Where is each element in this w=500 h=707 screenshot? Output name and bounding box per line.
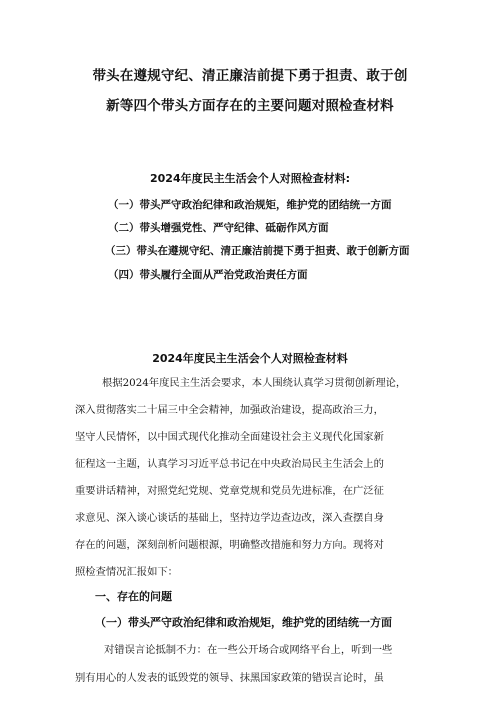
detail-line-2: 别有用心的人发表的诋毁党的领导、抹黑国家政策的错误言论时，虽 (75, 672, 384, 684)
intro-line-5: 重要讲话精神，对照党纪党规、党章党规和党员先进标准，在广泛征 (75, 485, 384, 497)
toc-item-1: （一）带头严守政治纪律和政治规矩，维护党的团结统一方面 (108, 199, 392, 211)
subsection-heading: （一）带头严守政治纪律和政治规矩，维护党的团结统一方面 (95, 616, 392, 629)
document-title-line-2: 新等四个带头方面存在的主要问题对照检查材料 (106, 98, 394, 114)
body-heading: 2024年度民主生活会个人对照检查材料 (152, 352, 348, 365)
intro-line-2: 深入贯彻落实二十届三中全会精神，加强政治建设，提高政治三力， (75, 404, 384, 416)
toc-item-4: （四）带头履行全面从严治党政治责任方面 (108, 269, 308, 281)
toc-item-2: （二）带头增强党性、严守纪律、砥砺作风方面 (108, 222, 329, 234)
intro-line-7: 存在的问题，深刻剖析问题根源，明确整改措施和努力方向。现将对 (75, 539, 384, 551)
intro-line-3: 坚守人民情怀，以中国式现代化推动全面建设社会主义现代化国家新 (75, 431, 384, 443)
detail-line-1: 对错误言论抵制不力：在一些公开场合或网络平台上，听到一些 (104, 644, 393, 656)
intro-line-8: 照检查情况汇报如下： (75, 566, 178, 578)
document-title-line-1: 带头在遵规守纪、清正廉洁前提下勇于担责、敢于创 (92, 68, 408, 84)
section-heading: 一、存在的问题 (95, 590, 172, 603)
toc-item-3: （三）带头在遵规守纪、清正廉洁前提下勇于担责、敢于创新方面 (105, 245, 410, 257)
toc-heading: 2024年度民主生活会个人对照检查材料: (149, 172, 350, 185)
intro-line-1: 根据2024年度民主生活会要求，本人围绕认真学习贯彻创新理论， (102, 377, 407, 389)
intro-line-4: 征程这一主题，认真学习习近平总书记在中央政治局民主生活会上的 (75, 458, 384, 470)
intro-line-6: 求意见、深入谈心谈话的基础上，坚持边学边查边改，深入查摆自身 (75, 512, 384, 524)
